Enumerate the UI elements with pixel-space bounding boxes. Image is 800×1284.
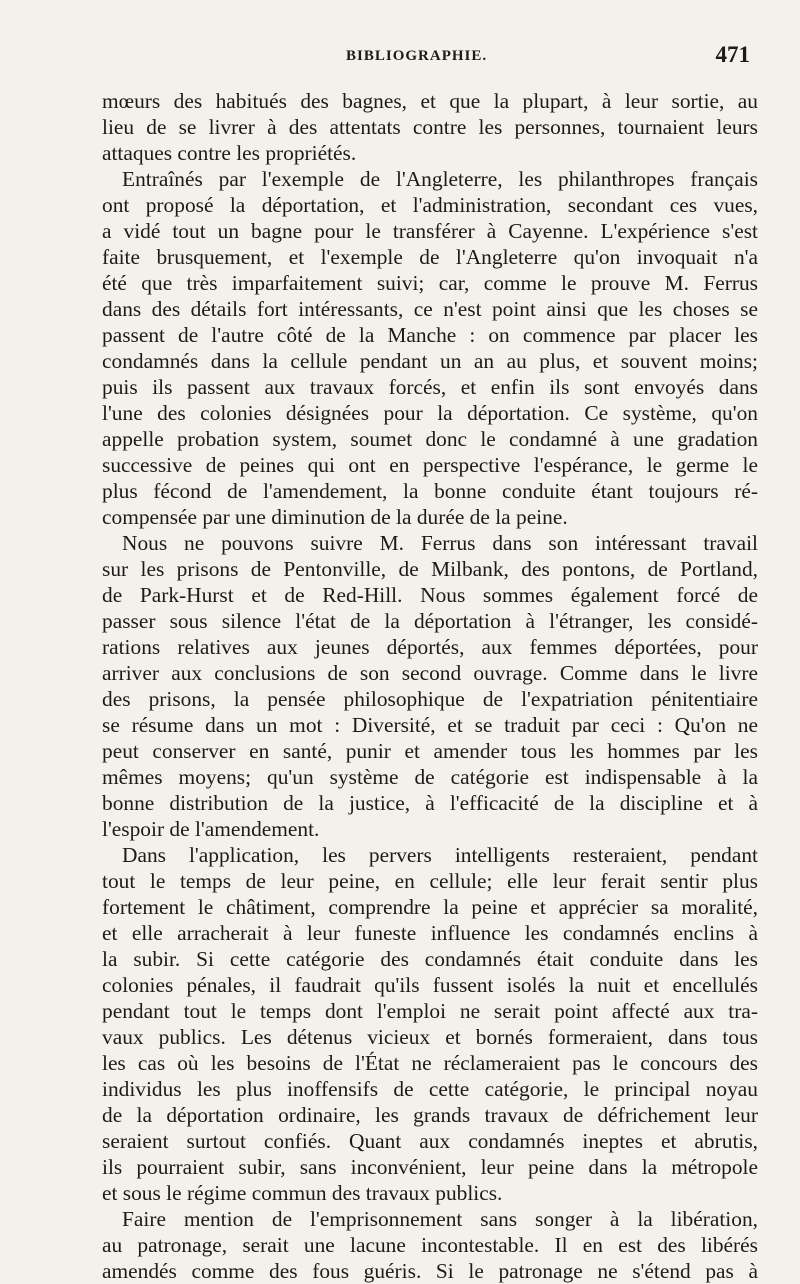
running-title: BIBLIOGRAPHIE.	[346, 48, 488, 64]
text-line: peut conserver en santé, punir et amender tous les hommes par les	[102, 739, 758, 763]
text-line: amendés comme des fous guéris. Si le patronage ne s'étend pas à	[102, 1259, 758, 1283]
text-line: au patronage, serait une lacune incontestable. Il en est des libérés	[102, 1233, 758, 1257]
text-line: pendant tout le temps dont l'emploi ne serait point affecté aux tra-	[102, 999, 758, 1023]
text-line: mêmes moyens; qu'un système de catégorie est indispensable à la	[102, 765, 758, 789]
text-line: Dans l'application, les pervers intelligents resteraient, pendant	[122, 843, 758, 867]
text-line: l'espoir de l'amendement.	[102, 817, 320, 841]
text-line: condamnés dans la cellule pendant un an au plus, et souvent moins;	[102, 349, 758, 373]
text-line: et elle arracherait à leur funeste influence les condamnés enclins à	[102, 921, 758, 945]
text-line: ils pourraient subir, sans inconvénient, leur peine dans la métropole	[102, 1155, 758, 1179]
text-line: plus fécond de l'amendement, la bonne conduite étant toujours ré-	[102, 479, 758, 503]
text-line: lieu de se livrer à des attentats contre les personnes, tournaient leurs	[102, 115, 758, 139]
text-line: successive de peines qui ont en perspective l'espérance, le germe le	[102, 453, 758, 477]
text-line: la subir. Si cette catégorie des condamnés était conduite dans les	[102, 947, 758, 971]
text-line: attaques contre les propriétés.	[102, 141, 357, 165]
text-line: tout le temps de leur peine, en cellule; elle leur ferait sentir plus	[102, 869, 758, 893]
text-line: colonies pénales, il faudrait qu'ils fussent isolés la nuit et encellulés	[102, 973, 758, 997]
text-line: puis ils passent aux travaux forcés, et enfin ils sont envoyés dans	[102, 375, 758, 399]
page-number: 471	[715, 42, 750, 67]
text-line: l'une des colonies désignées pour la déportation. Ce système, qu'on	[102, 401, 758, 425]
text-line: compensée par une diminution de la durée de la peine.	[102, 505, 568, 529]
text-line: faite brusquement, et l'exemple de l'Angleterre qu'on invoquait n'a	[102, 245, 758, 269]
text-line: individus les plus inoffensifs de cette catégorie, le principal noyau	[102, 1077, 758, 1101]
text-line: appelle probation system, soumet donc le condamné à une gradation	[102, 427, 758, 451]
text-line: passer sous silence l'état de la déportation à l'étranger, les considé-	[102, 609, 758, 633]
text-line: arriver aux conclusions de son second ouvrage. Comme dans le livre	[102, 661, 758, 685]
text-line: vaux publics. Les détenus vicieux et bornés formeraient, dans tous	[102, 1025, 758, 1049]
body-text	[102, 88, 758, 1284]
text-line: fortement le châtiment, comprendre la peine et apprécier sa moralité,	[102, 895, 758, 919]
text-line: de Park-Hurst et de Red-Hill. Nous sommes également forcé de	[102, 583, 758, 607]
text-line: se résume dans un mot : Diversité, et se traduit par ceci : Qu'on ne	[102, 713, 758, 737]
text-line: et sous le régime commun des travaux publics.	[102, 1181, 503, 1205]
text-line: de la déportation ordinaire, les grands travaux de défrichement leur	[102, 1103, 758, 1127]
text-line: a vidé tout un bagne pour le transférer à Cayenne. L'expérience s'est	[102, 219, 758, 243]
text-line: sur les prisons de Pentonville, de Milbank, des pontons, de Portland,	[102, 557, 758, 581]
text-line: ont proposé la déportation, et l'administration, secondant ces vues,	[102, 193, 758, 217]
text-line: été que très imparfaitement suivi; car, comme le prouve M. Ferrus	[102, 271, 758, 295]
text-line: Faire mention de l'emprisonnement sans songer à la libération,	[122, 1207, 758, 1231]
text-line: dans des détails fort intéressants, ce n'est point ainsi que les choses se	[102, 297, 758, 321]
text-line: Entraînés par l'exemple de l'Angleterre, les philanthropes français	[122, 167, 758, 191]
text-line: seraient surtout confiés. Quant aux condamnés ineptes et abrutis,	[102, 1129, 758, 1153]
text-line: des prisons, la pensée philosophique de l'expatriation pénitentiaire	[102, 687, 758, 711]
text-line: les cas où les besoins de l'État ne réclameraient pas le concours des	[102, 1051, 758, 1075]
text-line: bonne distribution de la justice, à l'efficacité de la discipline et à	[102, 791, 758, 815]
text-line: rations relatives aux jeunes déportés, aux femmes déportées, pour	[102, 635, 758, 659]
text-line: Nous ne pouvons suivre M. Ferrus dans son intéressant travail	[122, 531, 758, 555]
page-header	[102, 36, 758, 76]
text-line: mœurs des habitués des bagnes, et que la plupart, à leur sortie, au	[102, 89, 758, 113]
text-line: passent de l'autre côté de la Manche : on commence par placer les	[102, 323, 758, 347]
